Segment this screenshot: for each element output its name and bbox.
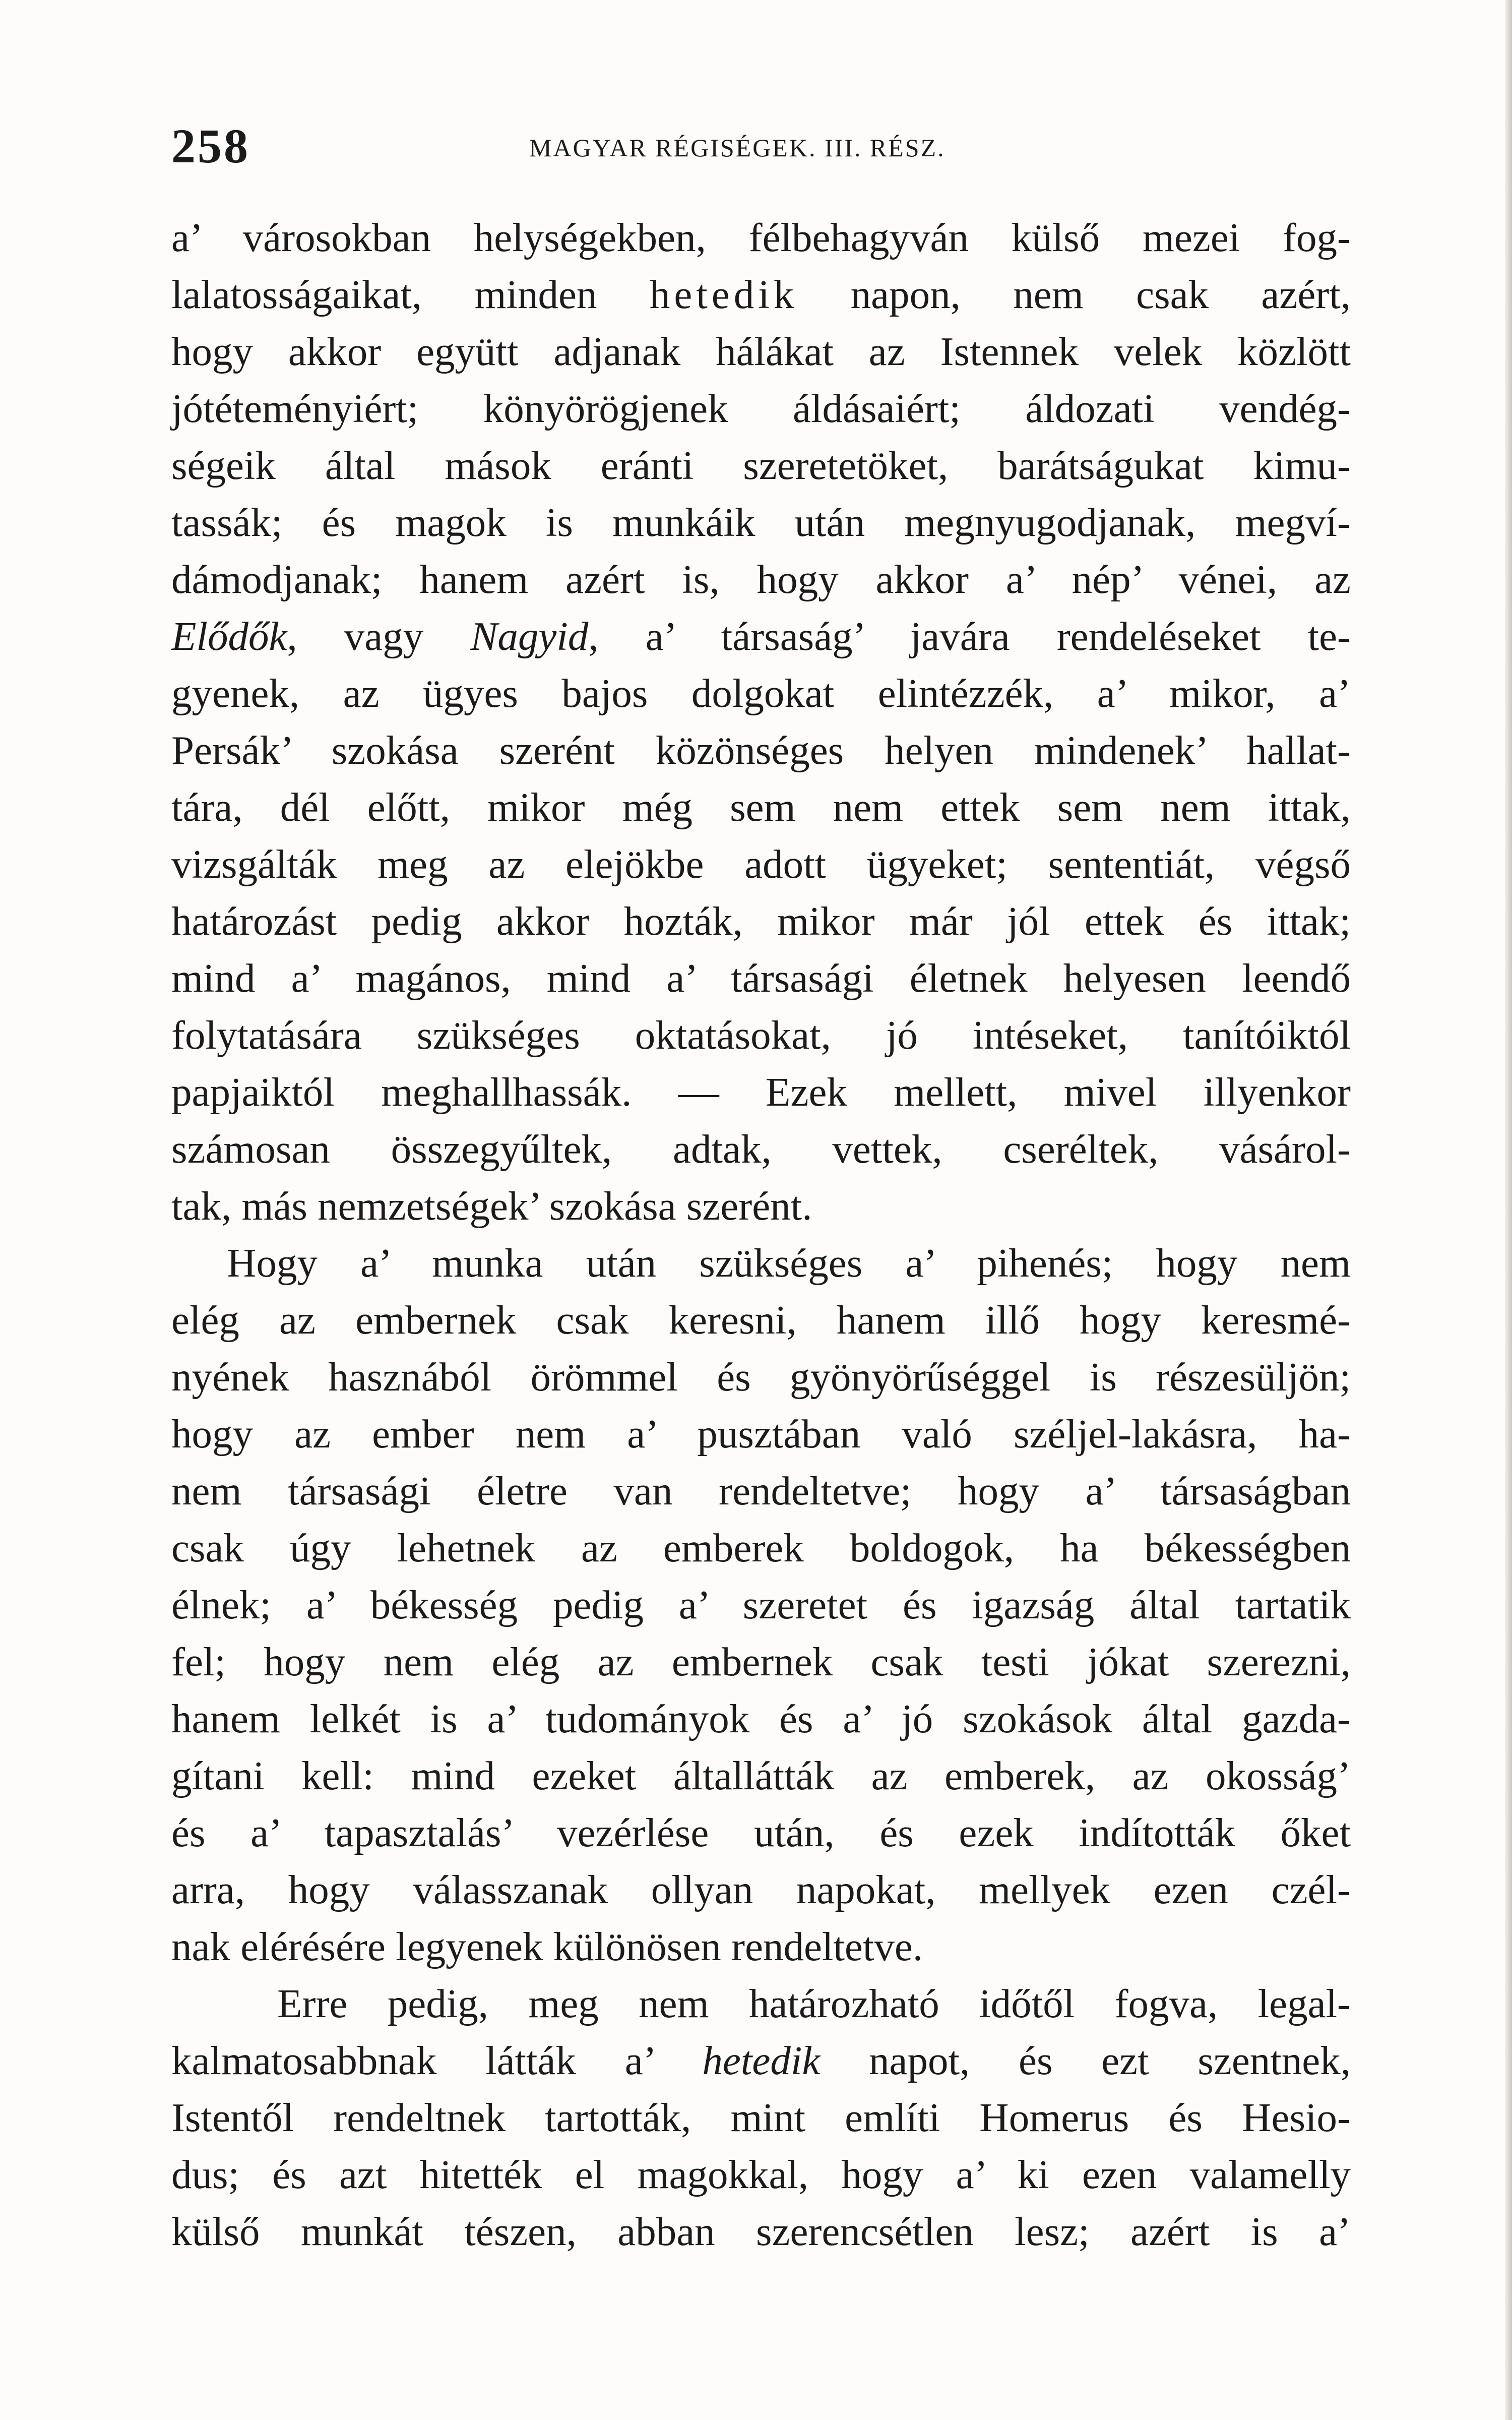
text-line: nak elérésére legyenek különösen rendeltetve. (171, 1924, 923, 1969)
text-line: Istentől rendeltnek tartották, mint említi Homerus és Hesio- (171, 2095, 1351, 2140)
text-line: dámodjanak; hanem azért is, hogy akkor a’ nép’ vénei, az (171, 557, 1351, 602)
body-text (171, 209, 1351, 2260)
text-line: nem társasági életre van rendeltetve; hogy a’ társaságban (171, 1468, 1351, 1514)
text-line: tak, más nemzetségek’ szokása szerént. (171, 1183, 812, 1229)
text-line: élnek; a’ békesség pedig a’ szeretet és igazság által tartatik (171, 1582, 1351, 1627)
text-line: külső munkát tészen, abban szerencsétlen lesz; azért is a’ (171, 2209, 1351, 2254)
text-fragment: lalatosságaikat, minden (171, 272, 597, 317)
text-line: számosan összegyűltek, adtak, vettek, cseréltek, vásárol- (171, 1126, 1351, 1172)
text-line: és a’ tapasztalás’ vezérlése után, és ezek indították őket (171, 1810, 1351, 1855)
page-number: 258 (171, 119, 250, 173)
text-line: csak úgy lehetnek az emberek boldogok, ha békességben (171, 1525, 1351, 1570)
text-line: tassák; és magok is munkáik után megnyugodjanak, megví- (171, 500, 1351, 545)
text-line: ségeik által mások eránti szeretetöket, barátságukat kimu- (171, 443, 1351, 488)
text-line: folytatására szükséges oktatásokat, jó intéseket, tanítóiktól (171, 1012, 1351, 1058)
text-fragment: napot, és ezt szentnek, (869, 2038, 1351, 2083)
text-line: hogy akkor együtt adjanak hálákat az Istennek velek közlött (171, 329, 1351, 374)
text-line: dus; és azt hitették el magokkal, hogy a’ ki ezen valamelly (171, 2152, 1351, 2197)
text-fragment: kalmatosabbnak látták a’ (171, 2038, 654, 2083)
text-line: papjaiktól meghallhassák. — Ezek mellett, mivel illyenkor (171, 1069, 1351, 1115)
text-line (171, 266, 1351, 323)
text-line (171, 608, 1351, 665)
text-line: nyének hasznából örömmel és gyönyörűséggel is részesüljön; (171, 1354, 1351, 1400)
text-line: gyenek, az ügyes bajos dolgokat elintézzék, a’ mikor, a’ (171, 671, 1351, 716)
text-line (171, 2032, 1351, 2089)
italic-word: hetedik (702, 2038, 821, 2083)
text-fragment: , vagy (287, 614, 424, 659)
italic-name: Nagyid (470, 614, 589, 659)
text-line: Persák’ szokása szerént közönséges helyen mindenek’ hallat- (171, 728, 1351, 773)
text-line: jótéteményiért; könyörögjenek áldásaiért; áldozati vendég- (171, 386, 1351, 431)
text-line: fel; hogy nem elég az embernek csak testi jókat szerezni, (171, 1639, 1351, 1684)
running-title: MAGYAR RÉGISÉGEK. III. RÉSZ. (529, 134, 946, 162)
text-line: a’ városokban helységekben, félbehagyván külső mezei fog- (171, 215, 1351, 260)
text-line: mind a’ magános, mind a’ társasági életnek helyesen leendő (171, 955, 1351, 1001)
text-line: hanem lelkét is a’ tudományok és a’ jó szokások által gazda- (171, 1696, 1351, 1741)
page-edge-shadow (1505, 0, 1512, 2420)
italic-name: Elődők (171, 614, 287, 659)
emphasized-word: hetedik (649, 272, 798, 317)
text-line: hogy az ember nem a’ pusztában való széljel-lakásra, ha- (171, 1411, 1351, 1457)
text-fragment: napon, nem csak azért, (850, 272, 1351, 317)
text-line: arra, hogy válasszanak ollyan napokat, mellyek ezen czél- (171, 1867, 1351, 1912)
text-fragment: , a’ társaság’ javára rendeléseket te- (588, 614, 1351, 659)
text-line: gítani kell: mind ezeket általlátták az emberek, az okosság’ (171, 1753, 1351, 1798)
paragraph-start-line: Erre pedig, meg nem határozható időtől fogva, legal- (277, 1981, 1351, 2026)
text-line: tára, dél előtt, mikor még sem nem ettek sem nem ittak, (171, 784, 1351, 830)
text-line: vizsgálták meg az elejökbe adott ügyeket; sententiát, végső (171, 841, 1351, 887)
page-header (171, 118, 1331, 174)
text-line: határozást pedig akkor hozták, mikor már jól ettek és ittak; (171, 898, 1351, 944)
text-line: elég az embernek csak keresni, hanem illő hogy keresmé- (171, 1297, 1351, 1343)
paragraph-start-line: Hogy a’ munka után szükséges a’ pihenés; hogy nem (227, 1240, 1351, 1286)
